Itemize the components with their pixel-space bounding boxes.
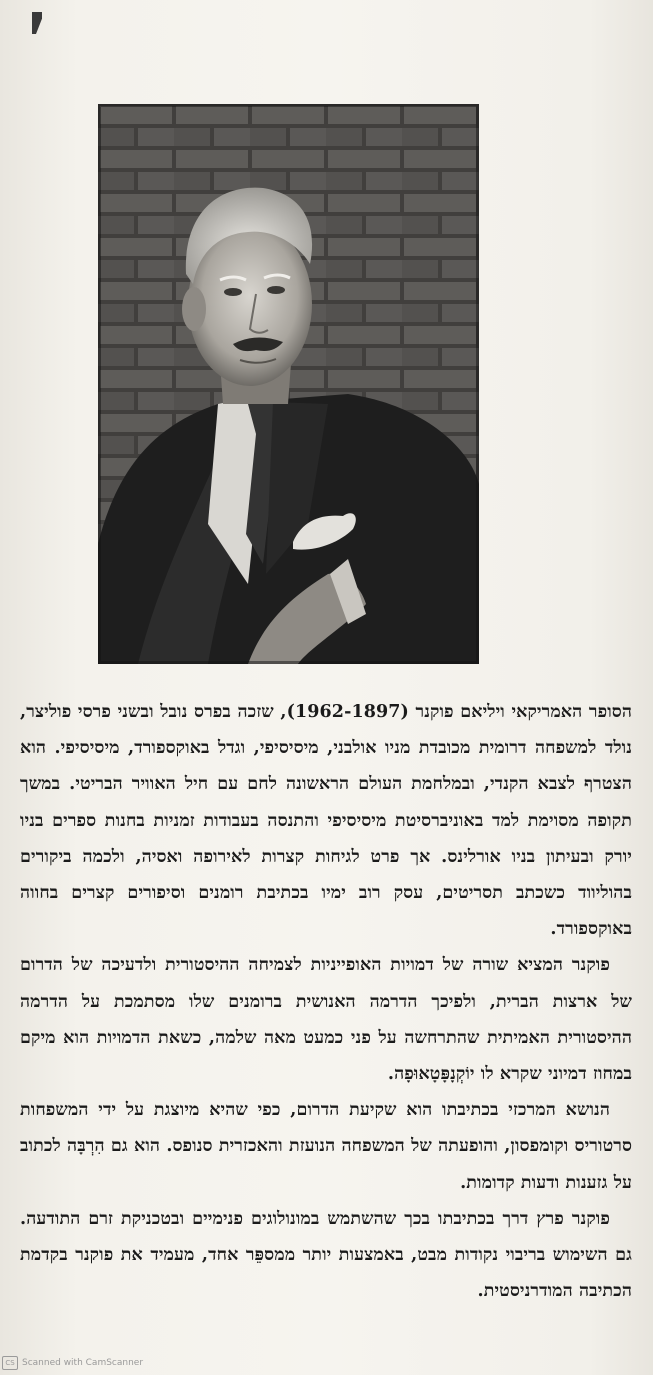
scanner-watermark — [2, 1356, 143, 1370]
camscanner-logo-icon: CS — [2, 1356, 18, 1370]
biography-text — [20, 694, 632, 1309]
biography-paragraph-4: פוקנר פרץ דרך בכתיבתו בכך שהשתמש במונולוגים פנימיים ובטכניקת זרם התודעה. גם השימוש בריבוי נקודות מבט, באמצעות יותר ממספֵּר אחד, מעמיד את פוקנר בקדמת הכתיבה המודרניסטית. — [20, 1208, 632, 1302]
corner-mark — [32, 12, 42, 34]
biography-paragraph-2: פוקנר המציא שורה של דמויות האופייניות לצמיחה ההיסטורית ולדעיכה של הדרום של ארצות הברית, ולפיכך הדרמה האנושית ברומנים שלו מסתמכת על הדרמה ההיסטורית האמיתית שהתרחשה על פני כמעט מאה שלמה, כשאת הדמויות הוא מיקם במחוז דמיוני שקרא לו יוֹקְנָפָּטָאוּפָה. — [20, 955, 632, 1085]
biography-paragraph-3: הנושא המרכזי בכתיבתו הוא שקיעת הדרום, כפי שהיא מיוצגת על ידי המשפחות סרטוריס וקומפסון, והופעתה של המשפחה הנועזת והאכזרית סנופס. הוא גם הִרְבָּה לכתוב על גזענות ודעות קדומות. — [20, 1100, 632, 1193]
scanner-label: Scanned with CamScanner — [22, 1358, 144, 1368]
biography-paragraph-1: הסופר האמריקאי ויליאם פוקנר (1962-1897), שזכה בפרס נובל ובשני פרסי פוליצר, נולד למשפחה דרומית מכובדת מניו אולבני, מיסיסיפי, וגדל באוקספורד, מיסיסיפי. הוא הצטרף לצבא הקנדי, ובמלחמת העולם הראשונה לחם עם חיל האוויר הבריטי. במשך תקופה מסוימת למד באוניברסיטת מיסיסיפי והתנסה בעבודות זמניות בחנות ספרים בניו יורק ובעיתון בניו אורלינס. אך פרט לגיחות קצרות לאירופה ואסיה, ולכמה ביקורים בהוליווד כשכתב תסריטים, עסק רוב ימיו בכתיבת רומנים וסיפורים קצרים בחווה באוקספורד. — [20, 702, 632, 940]
author-portrait-photo — [98, 104, 479, 664]
